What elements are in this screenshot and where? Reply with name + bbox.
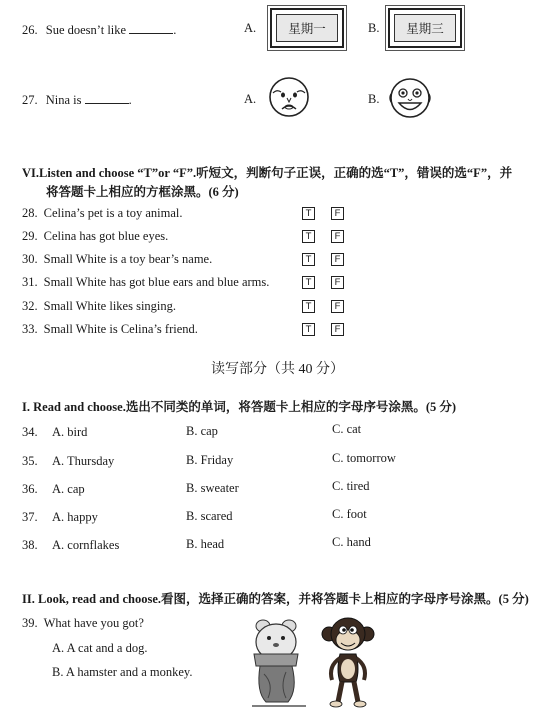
question-26: 26. Sue doesn’t like . (22, 23, 177, 37)
question-39: 39. What have you got? (22, 616, 144, 630)
false-box[interactable]: F (331, 276, 344, 289)
option-a[interactable]: A. A cat and a dog. (52, 641, 148, 655)
sad-face-icon (268, 76, 310, 118)
answer-blank (85, 93, 129, 104)
false-box[interactable]: F (331, 300, 344, 313)
option-a[interactable]: A. Thursday (52, 454, 115, 468)
question-text: Sue doesn’t like (45, 23, 127, 37)
part-title: 读写部分（共 40 分） (211, 362, 344, 377)
option-b[interactable]: B. sweater (186, 481, 239, 495)
true-box[interactable]: T (302, 253, 315, 266)
option-b[interactable]: B. head (186, 537, 225, 551)
option-b[interactable]: B. A hamster and a monkey. (52, 665, 193, 679)
tf-item: 28. Celina’s pet is a toy animal. (22, 206, 183, 220)
question-number: 35. (22, 454, 38, 468)
option-b-label: B. (368, 92, 380, 106)
section-ii-heading: II. Look, read and choose.看图，选择正确的答案，并将答题卡上相应的字母序号涂黑。(5 分) (22, 592, 529, 606)
monkey-icon (320, 614, 376, 710)
option-a[interactable]: A. cornflakes (52, 538, 120, 552)
false-box[interactable]: F (331, 207, 344, 220)
true-box[interactable]: T (302, 276, 315, 289)
section-vi-heading: VI.Listen and choose “T”or “F”.听短文，判断句子正误，正确的选“T”，错误的选“F”，并 (22, 166, 513, 180)
true-box[interactable]: T (302, 300, 315, 313)
option-c[interactable]: C. cat (332, 422, 362, 436)
tf-item: 32. Small White likes singing. (22, 299, 177, 313)
option-a[interactable]: A. cap (52, 482, 85, 496)
option-c[interactable]: C. tomorrow (332, 451, 396, 465)
option-a-label: A. (244, 21, 257, 35)
happy-face-icon (388, 76, 432, 120)
false-box[interactable]: F (331, 253, 344, 266)
question-number: 37. (22, 510, 38, 524)
option-c[interactable]: C. foot (332, 507, 367, 521)
true-box[interactable]: T (302, 323, 315, 336)
false-box[interactable]: F (331, 230, 344, 243)
question-number: 27. (22, 93, 38, 107)
option-a[interactable]: A. happy (52, 510, 98, 524)
option-b[interactable]: B. cap (186, 424, 218, 438)
tf-item: 30. Small White is a toy bear’s name. (22, 252, 213, 266)
tf-item: 29. Celina has got blue eyes. (22, 229, 169, 243)
section-i-heading: I. Read and choose.选出不同类的单词，将答题卡上相应的字母序号涂黑。(5 分) (22, 400, 457, 414)
option-c[interactable]: C. hand (332, 535, 371, 549)
question-number: 36. (22, 482, 38, 496)
section-vi-heading-line2: 将答题卡上相应的方框涂黑。(6 分) (46, 185, 239, 199)
option-a[interactable]: A. bird (52, 425, 88, 439)
weekday-card-monday: 星期一 (270, 8, 344, 48)
question-number: 26. (22, 23, 38, 37)
true-box[interactable]: T (302, 207, 315, 220)
option-c[interactable]: C. tired (332, 479, 370, 493)
option-b-label: B. (368, 21, 380, 35)
tf-item: 31. Small White has got blue ears and blue arms. (22, 275, 270, 289)
true-box[interactable]: T (302, 230, 315, 243)
option-b[interactable]: B. Friday (186, 453, 234, 467)
question-27: 27. Nina is . (22, 93, 132, 107)
hamster-icon (246, 614, 310, 710)
answer-blank (129, 23, 173, 34)
tf-item: 33. Small White is Celina’s friend. (22, 322, 198, 336)
option-a-label: A. (244, 92, 257, 106)
option-b[interactable]: B. scared (186, 509, 233, 523)
question-number: 34. (22, 425, 38, 439)
question-text: Nina is (45, 93, 82, 107)
question-number: 38. (22, 538, 38, 552)
false-box[interactable]: F (331, 323, 344, 336)
weekday-card-wednesday: 星期三 (388, 8, 462, 48)
